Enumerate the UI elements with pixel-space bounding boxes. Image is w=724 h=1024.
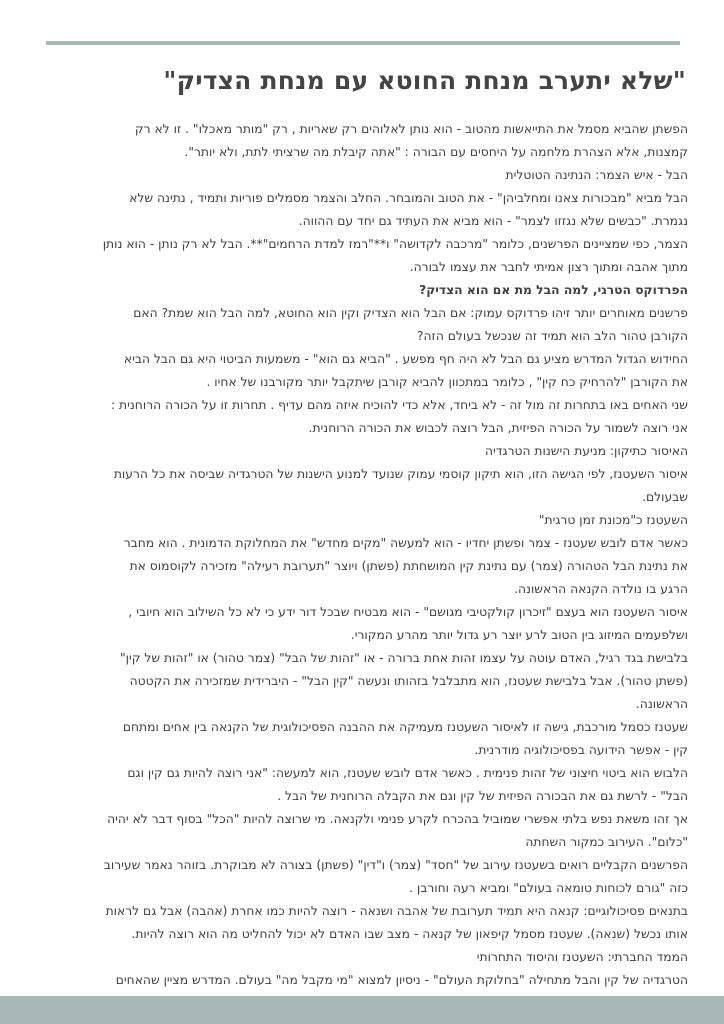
body-text-line: הפרשנים הקבליים רואים בשעטנז עירוב של "חסד" (צמר) ו"דין" (פשתן) בצורה לא מבוקרת. בזוהר נאמר שעירוב: [103, 858, 688, 872]
body-text-line: קין - אפשר הידועה בפסיכולוגיה מודרנית.: [474, 743, 688, 757]
body-text-line: (פשתן טהור). אבל בלבישת שעטנז, הוא מתבלבל בזהותו ונעשה "קין הבל" - היברידית שמזכירה את הקטטה: [129, 674, 688, 688]
body-text-line: האיסור כתיקון: מניעת הישנות הטרגדיה: [485, 444, 688, 458]
body-text-line: הבל - איש הצמר: הנתינה הטוטלית: [505, 168, 688, 182]
body-text-line: "כלום". העירוב כמקור השחתה: [525, 835, 688, 849]
body-text-line: ושלפעמים המיזוג בין הטוב לרע יוצר רע גדול יותר מהרע המקורי.: [350, 628, 688, 642]
body-text-line: איסור השעטנז הוא בעצם "זיכרון קולקטיבי מגושם" - הוא מבטיח שבכל דור ידע כי לא כל השילוב הוא חיובי ,: [128, 605, 688, 619]
body-text-line: את נתינת הבל הטהורה (צמר) עם נתינת קין המושחתת (פשתן) ויוצר "תערובת רעילה" מזכירה לקוסמוס את: [129, 559, 688, 573]
body-text-line: הבל" - לרשת גם את הבכורה הפיזית של קין וגם את הקבלה הרוחנית של הבל .: [277, 789, 688, 803]
body-text-line: נגמרת. "כבשים שלא נגזזו לצמר" - הוא מביא את העתיד גם יחד עם ההווה.: [298, 214, 688, 228]
body-text-line: קמצנות, אלא הצהרת מלחמה על היחסים עם הבורה : "אתה קיבלת מה שרציתי לתת, ולא יותר".: [184, 145, 688, 159]
section-heading: הפרדוקס הטרגי, למה הבל מת אם הוא הצדיק?: [419, 283, 688, 297]
body-text-line: פרשנים מאוחרים יותר זיהו פרדוקס עמוק: אם הבל הוא הצדיק וקין הוא החוטא, למה הבל הוא שמת? האם: [133, 306, 688, 320]
body-text-line: הראשונה.: [635, 697, 688, 711]
body-text-line: הפשתן שהביא מסמל את התייאשות מהטוב - הוא נותן לאלוהים רק שאריות , רק "מותר מאכלו" . זו לא רק: [134, 122, 688, 136]
document-title: "שלא יתערב מנחת החוטא עם מנחת הצדיק": [163, 66, 686, 95]
body-text-line: את הקורבן "להרחיק כח קין" , כלומר במתכוון להביא קורבן שיתקבל יותר מקורבנו של אחיו .: [206, 375, 688, 389]
body-text-line: הקורבן טהור הלב הוא תמיד זה שנכשל בעולם הזה?: [417, 329, 688, 343]
body-text-line: אני רוצה לשמור על הכורה הפיזית, הבל רוצה לכבוש את הכורה הרוחנית.: [308, 421, 688, 435]
body-text-line: בלבישת בגד רגיל, האדם עוטה על עצמו זהות אחת ברורה - או "זהות של הבל" (צמר טהור) או "זהות של קין": [120, 651, 688, 665]
body-text-line: מתוך אהבה ומתוך רצון אמיתי לחבר את עצמו לבורה.: [409, 260, 688, 274]
body-text-line: השעטנז כ"מכונת זמן טרגית": [538, 513, 688, 527]
body-text-line: הממד החברתי: השעטנז והיסוד התחרותי: [476, 950, 688, 964]
body-text-line: הצמר, כפי שמציינים הפרשנים, כלומר "מרכבה לקדושה" ו**"רמז למדת הרחמים"**. הבל לא רק נותן - הוא נותן: [102, 237, 688, 251]
body-text-line: הלבוש הוא ביטוי חיצוני של זהות פנימית . כאשר אדם לובש שעטנז, הוא למעשה: "אני רוצה להיות גם קין וגם: [127, 766, 688, 780]
body-text-line: אך זהו משאת נפש בלתי אפשרי שמוביל בהכרח לקרע פנימי ולקנאה. מי שרוצה להיות "הכל" בסוף דבר לא יהיה: [107, 812, 688, 826]
document-body: [52, 118, 688, 1015]
body-text-line: שעטנז כסמל מורכבת, גישה זו לאיסור השעטנז מעמיקה את ההבנה הפסיכולוגית של הקנאה בין אחים ומתחם: [122, 720, 688, 734]
body-text-line: שני האחים באו בתחרות זה מול זה - לא ביחד, אלא כדי להוכיח איזה מהם עדיף . תחרות זו על הכורה הרוחנית :: [111, 398, 688, 412]
top-divider: [46, 41, 680, 45]
body-text-line: כאשר אדם לובש שעטנז - צמר ופשתן יחדיו - הוא למעשה "מקים מחדש" את המחלוקת הדמונית . הוא מחבר: [123, 536, 688, 550]
body-text-line: הרגע בו נולדה הקנאה הראשונה.: [514, 582, 688, 596]
body-text-line: בתנאים פסיכולוגיים: קנאה היא תמיד תערובת של אהבה ושנאה - רוצה להיות כמו אחרת (אהבה) אבל גם לראות: [105, 904, 688, 918]
body-text-line: אותו נכשל (שנאה). שעטנז מסמל קיפאון של קנאה - מצב שבו האדם לא יכול להחליט מה הוא רוצה להיות.: [131, 927, 688, 941]
body-text-line: החידוש הגדול המדרש מציע גם הבל לא היה חף מפשע . "הביא גם הוא" - משמעות הביטוי היא גם הבל הביא: [123, 352, 688, 366]
body-text-line: שבעולם.: [642, 490, 688, 504]
body-text-line: הבל מביא "מבכורות צאנו ומחלביהן" - את הטוב והמובחר. החלב והצמר מסמלים פוריות ותמיד , נתינה שלא: [129, 191, 688, 205]
footer-bar: [0, 996, 724, 1024]
body-text-line: כזה "גורם לכוחות טומאה בעולם" ומביא רעה וחורבן .: [409, 881, 688, 895]
body-text-line: הטרגדיה של קין והבל מתחילה "בחלוקת העולם" - ניסיון למצוא "מי מקבל מה" בעולם. המדרש מציין שהאחים: [115, 973, 688, 987]
body-text-line: איסור השעטנז, לפי הגישה הזו, הוא תיקון קוסמי עמוק שנועד למנוע הישנות של הטרגדיה שביסה את כל הרעות: [113, 467, 688, 481]
